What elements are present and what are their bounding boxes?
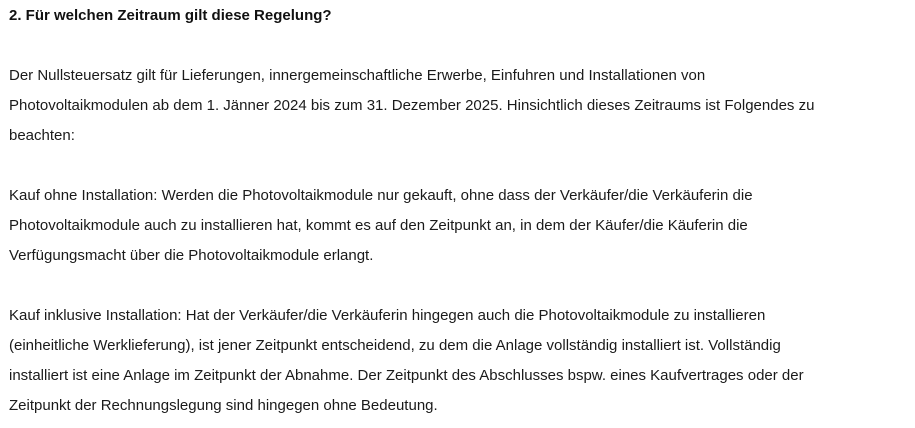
paragraph-line: (einheitliche Werklieferung), ist jener Zeitpunkt entscheidend, zu dem die Anlage vollständig installiert ist. Vollständig — [9, 337, 781, 354]
paragraph-purchase-with-installation — [9, 301, 889, 421]
paragraph-line: Zeitpunkt der Rechnungslegung sind hingegen ohne Bedeutung. — [9, 397, 438, 414]
paragraph-line: Verfügungsmacht über die Photovoltaikmodule erlangt. — [9, 247, 374, 264]
section-heading: 2. Für welchen Zeitraum gilt diese Regelung? — [9, 7, 332, 24]
paragraph-validity-period — [9, 61, 889, 151]
paragraph-line: installiert ist eine Anlage im Zeitpunkt der Abnahme. Der Zeitpunkt des Abschlusses bspw. eines Kaufvertrages oder der — [9, 367, 804, 384]
paragraph-line: beachten: — [9, 127, 75, 144]
paragraph-line: Photovoltaikmodulen ab dem 1. Jänner 2024 bis zum 31. Dezember 2025. Hinsichtlich dieses Zeitraums ist Folgendes zu — [9, 97, 815, 114]
paragraph-line: Der Nullsteuersatz gilt für Lieferungen, innergemeinschaftliche Erwerbe, Einfuhren und Installationen von — [9, 67, 706, 84]
paragraph-purchase-without-installation — [9, 181, 889, 271]
paragraph-line: Kauf inklusive Installation: Hat der Verkäufer/die Verkäuferin hingegen auch die Photovoltaikmodule zu installieren — [9, 307, 766, 324]
paragraph-line: Photovoltaikmodule auch zu installieren hat, kommt es auf den Zeitpunkt an, in dem der Käufer/die Käuferin die — [9, 217, 748, 234]
paragraph-line: Kauf ohne Installation: Werden die Photovoltaikmodule nur gekauft, ohne dass der Verkäufer/die Verkäuferin die — [9, 187, 753, 204]
